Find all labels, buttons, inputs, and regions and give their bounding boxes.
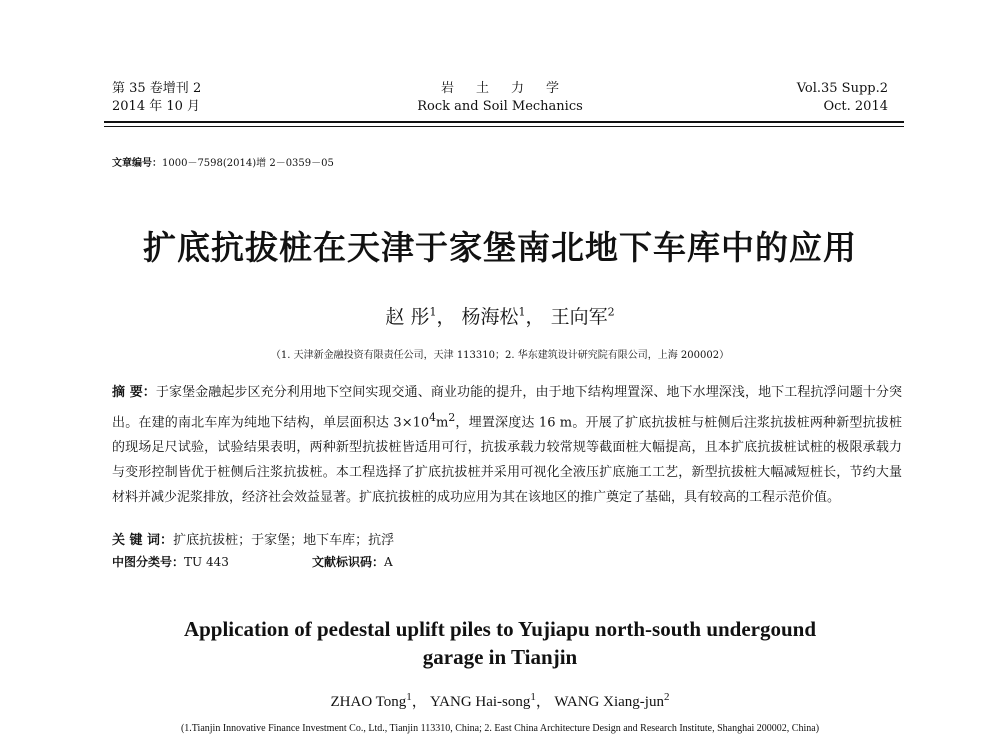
article-number-label: 文章编号： [112, 158, 162, 169]
keywords-label: 关 键 词： [112, 533, 174, 548]
author-affil-mark: 1 [518, 305, 526, 319]
abstract [112, 380, 902, 510]
journal-title-en: Rock and Soil Mechanics [417, 99, 583, 114]
abstract-sup-1: 4 [429, 411, 437, 424]
paper-title-cn: 扩底抗拔桩在天津于家堡南北地下车库中的应用 [143, 228, 857, 267]
paper-title-en-line2: garage in Tianjin [422, 645, 578, 669]
abstract-text-2: m [436, 415, 449, 431]
author-cn: 王向军 [550, 306, 608, 328]
paper-title-en-line1: Application of pedestal uplift piles to Yujiapu north-south undergound [183, 617, 817, 641]
author-cn: 赵 彤 [385, 306, 430, 328]
article-number [112, 154, 334, 169]
author-affil-mark: 2 [607, 305, 615, 319]
author-en: YANG Hai-song [429, 694, 531, 710]
classification-number [112, 553, 229, 570]
header-rule-thick [104, 121, 904, 123]
paper-title-en [100, 615, 900, 671]
author-affil-mark: 2 [663, 691, 670, 703]
author-affil-mark: 1 [429, 305, 437, 319]
volume-en: Vol.35 Supp.2 [796, 81, 888, 96]
classification-label: 中图分类号： [112, 555, 185, 569]
header-right [797, 80, 888, 116]
abstract-text-1: 于家堡金融起步区充分利用地下空间实现交通、商业功能的提升，由于地下结构埋置深、地下水埋深浅，地下工程抗浮问题十分突出。在建的南北车库为纯地下结构，单层面积达 3×10 [112, 385, 902, 431]
author-affil-mark: 1 [406, 691, 412, 703]
header-rule-thin [104, 126, 904, 127]
volume-cn: 第 35 卷增刊 2 [112, 81, 202, 96]
authors-en: ZHAO Tong$^1$， YANG Hai-song$^1$， WANG Xiang-jun$^2$ [330, 691, 670, 710]
document-code-value: A [384, 555, 393, 569]
document-code [312, 553, 393, 570]
journal-title-cn: 岩土力学 [440, 81, 581, 96]
author-en: WANG Xiang-jun [554, 694, 664, 710]
affiliation-en: (1.Tianjin Innovative Finance Investment Co., Ltd., Tianjin 113310, China; 2. East China Architecture Design and Research Institute, Shanghai 200002, China) [180, 723, 820, 734]
keywords-value: 扩底抗拔桩；于家堡；地下车库；抗浮 [173, 533, 395, 548]
date-cn: 2014 年 10 月 [112, 99, 201, 114]
affiliation-cn: （1. 天津新金融投资有限责任公司，天津 113310；2. 华东建筑设计研究院有限公司，上海 200002） [270, 350, 730, 361]
abstract-sup-2: 2 [448, 411, 456, 424]
classification-value: TU 443 [184, 555, 229, 569]
author-en: ZHAO Tong [330, 694, 407, 710]
keywords [112, 529, 394, 548]
date-en: Oct. 2014 [823, 99, 888, 114]
author-cn: 杨海松 [461, 306, 519, 328]
authors-cn: 赵 彤$^1$， 杨海松$^1$， 王向军$^2$ [385, 305, 615, 328]
abstract-label: 摘 要： [112, 385, 156, 400]
article-number-value: 1000－7598(2014)增 2－0359－05 [162, 158, 334, 169]
document-code-label: 文献标识码： [312, 555, 385, 569]
abstract-text-3: ，埋置深度达 16 m。开展了扩底抗拔桩与桩侧后注浆抗拔桩两种新型抗拔桩的现场足尺试验，试验结果表明，两种新型抗拔桩皆适用可行，抗拔承载力较常规等截面桩大幅提高，且本扩底抗拔桩试桩的极限承载力与变形控制皆优于桩侧后注浆抗拔桩。本工程选择了扩底抗拔桩并采用可视化全液压扩底施工工艺，新型抗拔桩大幅减短桩长，节约大量材料并减少泥浆排放，经济社会效益显著。扩底抗拔桩的成功应用为其在该地区的推广奠定了基础，具有较高的工程示范价值。 [112, 415, 902, 506]
author-affil-mark: 1 [530, 691, 536, 703]
header-left [112, 80, 201, 116]
header-center [380, 80, 620, 116]
